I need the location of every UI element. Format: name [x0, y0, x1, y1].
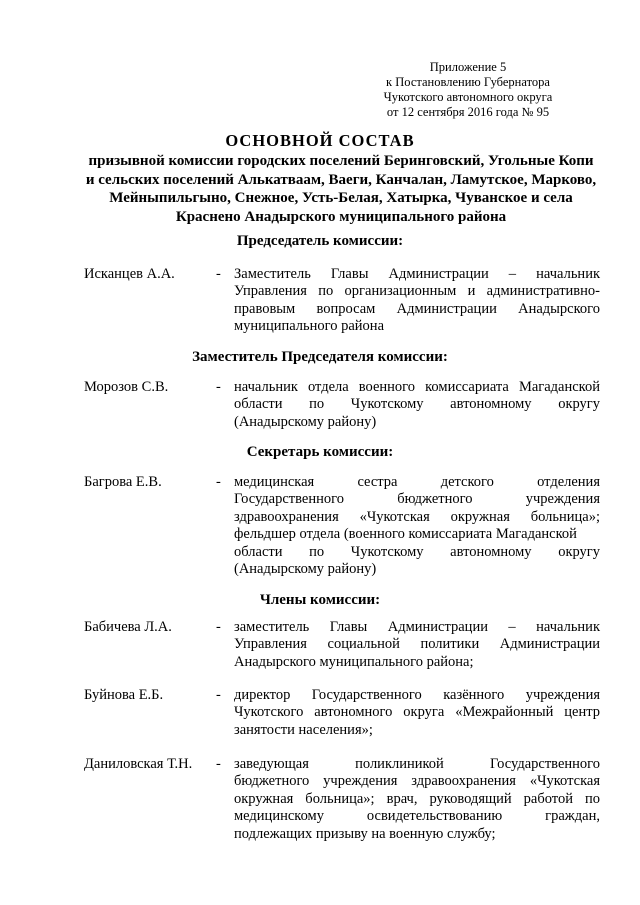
position-line: медицинская сестра детского отделения	[234, 474, 600, 490]
position-line: Чукотского автономного округа «Межрайонный центр	[234, 704, 600, 721]
document-title: ОСНОВНОЙ СОСТАВ	[225, 131, 415, 150]
appendix-line: Приложение 5	[429, 60, 507, 74]
section-heading-secretary: Секретарь комиссии:	[246, 444, 394, 460]
appendix-line: от 12 сентября 2016 года № 95	[386, 105, 550, 119]
position-line: фельдшер отдела (военного комиссариата Магаданской	[234, 526, 577, 543]
position-line: области по Чукотскому автономному округу	[234, 396, 600, 413]
member-name: Бабичева Л.А.	[84, 619, 172, 635]
appendix-line: Чукотского автономного округа	[383, 90, 553, 104]
position-line: муниципального района	[234, 318, 384, 335]
member-position	[234, 619, 600, 671]
member-position	[234, 474, 600, 578]
position-line: области по Чукотскому автономному округу	[234, 543, 600, 560]
position-line: правовым вопросам Администрации Анадырского	[234, 300, 600, 317]
position-line: заведующая поликлиникой Государственного	[234, 756, 600, 772]
position-line: занятости населения»;	[234, 721, 373, 738]
appendix-line: к Постановлению Губернатора	[386, 75, 550, 89]
dash-separator: -	[216, 379, 221, 395]
position-line: Управления по организационным и административно-	[234, 283, 600, 300]
document-subtitle	[78, 152, 604, 226]
section-heading-chairman: Председатель комиссии:	[236, 233, 404, 249]
subtitle-line: призывной комиссии городских поселений Беринговский, Угольные Копи	[88, 153, 594, 169]
position-line: бюджетного учреждения здравоохранения «Чукотская	[234, 773, 600, 790]
member-name: Исканцев А.А.	[84, 266, 175, 282]
position-line: медицинскому освидетельствованию граждан,	[234, 808, 600, 825]
dash-separator: -	[216, 474, 221, 490]
position-line: Управления социальной политики Администрации	[234, 636, 600, 653]
position-line: Государственного бюджетного учреждения	[234, 491, 600, 508]
member-position	[234, 379, 600, 431]
subtitle-line: Мейныпильгыно, Снежное, Усть-Белая, Хатырка, Чуванское и села	[109, 190, 573, 206]
section-heading-deputy: Заместитель Председателя комиссии:	[192, 349, 448, 365]
subtitle-line: Краснено Анадырского муниципального района	[175, 208, 507, 225]
position-line: директор Государственного казённого учреждения	[234, 687, 600, 703]
subtitle-line: и сельских поселений Алькатваам, Ваеги, Канчалан, Ламутское, Марково,	[85, 171, 597, 188]
member-position	[234, 266, 600, 336]
dash-separator: -	[216, 756, 221, 772]
member-position	[234, 756, 600, 843]
member-name: Багрова Е.В.	[84, 474, 162, 490]
position-line: здравоохранения «Чукотская окружная больница»;	[234, 508, 600, 525]
position-line: подлежащих призыву на военную службу;	[234, 825, 496, 842]
member-name: Буйнова Е.Б.	[84, 687, 164, 703]
position-line: начальник отдела военного комиссариата Магаданской	[234, 379, 600, 395]
position-line: (Анадырскому району)	[234, 561, 377, 578]
position-line: окружная больница»; врач, руководящий работой по	[234, 790, 600, 807]
dash-separator: -	[216, 619, 221, 635]
dash-separator: -	[216, 687, 221, 703]
member-name: Даниловская Т.Н.	[84, 756, 193, 772]
member-position	[234, 687, 600, 739]
appendix-header	[372, 60, 564, 120]
position-line: заместитель Главы Администрации – начальник	[234, 619, 600, 635]
section-heading-members: Члены комиссии:	[259, 592, 381, 608]
position-line: (Анадырскому району)	[234, 413, 377, 430]
member-name: Морозов С.В.	[84, 379, 169, 395]
position-line: Заместитель Главы Администрации – начальник	[234, 266, 600, 282]
dash-separator: -	[216, 266, 221, 282]
position-line: Анадырского муниципального района;	[234, 653, 474, 670]
